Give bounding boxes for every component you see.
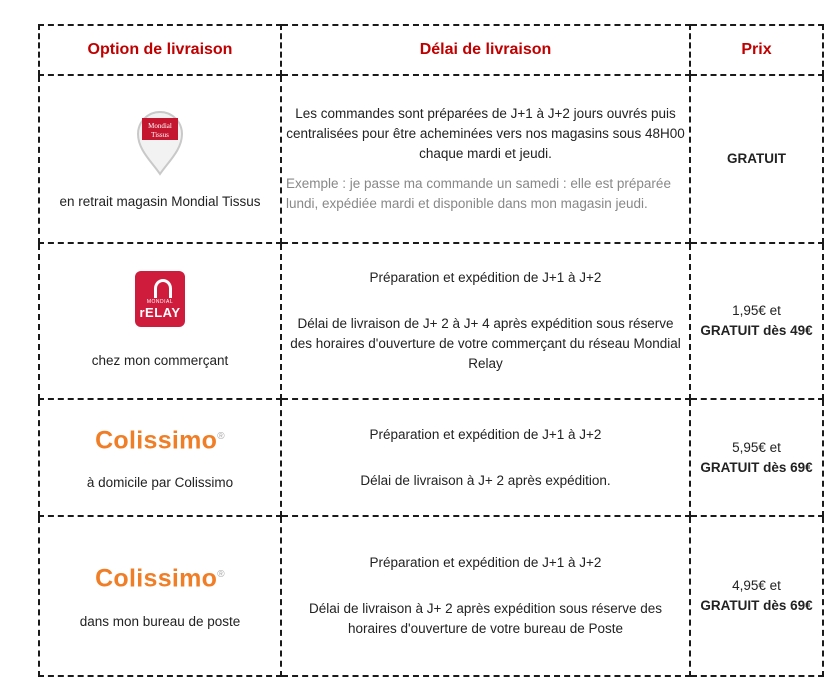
price-text: 1,95€ et bbox=[732, 303, 781, 318]
colissimo-logo-icon: Colissimo® bbox=[95, 564, 225, 593]
price-free-text: GRATUIT dès 69€ bbox=[700, 459, 813, 475]
table-row bbox=[39, 399, 823, 516]
option-label: dans mon bureau de poste bbox=[79, 613, 241, 629]
delay-prep-text: Préparation et expédition de J+1 à J+2 bbox=[369, 270, 602, 285]
delay-delivery-text: Délai de livraison à J+ 2 après expédition sous réserve des horaires d'ouverture de votre bureau de Poste bbox=[308, 601, 663, 636]
price-free-text: GRATUIT dès 49€ bbox=[700, 323, 813, 338]
colissimo-logo-icon: Colissimo® bbox=[95, 426, 225, 455]
mondial-relay-logo-small-text: MONDIAL bbox=[146, 299, 174, 305]
delay-delivery-text: Délai de livraison de J+ 2 à J+ 4 après expédition sous réserve des horaires d'ouverture de votre commerçant du réseau Mondial Relay bbox=[290, 316, 681, 371]
option-cell bbox=[39, 243, 281, 399]
header-option: Option de livraison bbox=[39, 25, 281, 75]
price-free-text: GRATUIT bbox=[727, 151, 786, 166]
option-label: à domicile par Colissimo bbox=[86, 475, 234, 491]
table-header-row bbox=[39, 25, 823, 75]
delay-cell bbox=[281, 399, 690, 516]
option-cell bbox=[39, 516, 281, 676]
option-label: chez mon commerçant bbox=[91, 353, 229, 368]
table-row bbox=[39, 516, 823, 676]
price-cell bbox=[690, 243, 823, 399]
option-label: en retrait magasin Mondial Tissus bbox=[59, 194, 261, 209]
delay-delivery-text: Délai de livraison à J+ 2 après expédition. bbox=[360, 472, 611, 488]
table-row bbox=[39, 75, 823, 243]
price-cell bbox=[690, 75, 823, 243]
header-delay: Délai de livraison bbox=[281, 25, 690, 75]
option-cell bbox=[39, 75, 281, 243]
mondial-tissus-logo-text-top: Mondial bbox=[148, 122, 172, 130]
delay-cell bbox=[281, 75, 690, 243]
delay-cell bbox=[281, 516, 690, 676]
price-cell bbox=[690, 516, 823, 676]
mondial-tissus-logo-icon bbox=[132, 106, 188, 176]
colissimo-logo-text: Colissimo bbox=[95, 426, 218, 455]
delay-prep-text: Préparation et expédition de J+1 à J+2 bbox=[369, 555, 602, 570]
delivery-options-table bbox=[38, 24, 824, 677]
option-cell bbox=[39, 399, 281, 516]
price-free-text: GRATUIT dès 69€ bbox=[700, 598, 813, 613]
mondial-relay-logo-icon bbox=[135, 271, 185, 327]
delay-main-text: Les commandes sont préparées de J+1 à J+2 jours ouvrés puis centralisées pour être acheminées vers nos magasins sous 48H00 chaque mardi et jeudi. bbox=[286, 106, 685, 161]
price-text: 5,95€ et bbox=[732, 439, 781, 455]
mondial-relay-logo-text: rELAY bbox=[139, 305, 181, 320]
delay-cell bbox=[281, 243, 690, 399]
table-row bbox=[39, 243, 823, 399]
price-text: 4,95€ et bbox=[732, 578, 781, 593]
delay-prep-text: Préparation et expédition de J+1 à J+2 bbox=[369, 426, 602, 442]
header-price: Prix bbox=[690, 25, 823, 75]
price-cell bbox=[690, 399, 823, 516]
delay-example-text: Exemple : je passe ma commande un samedi : elle est préparée lundi, expédiée mardi et disponible dans mon magasin jeudi. bbox=[286, 176, 671, 211]
colissimo-logo-text: Colissimo bbox=[95, 564, 218, 593]
mondial-tissus-logo-text-bottom: Tissus bbox=[151, 131, 169, 139]
